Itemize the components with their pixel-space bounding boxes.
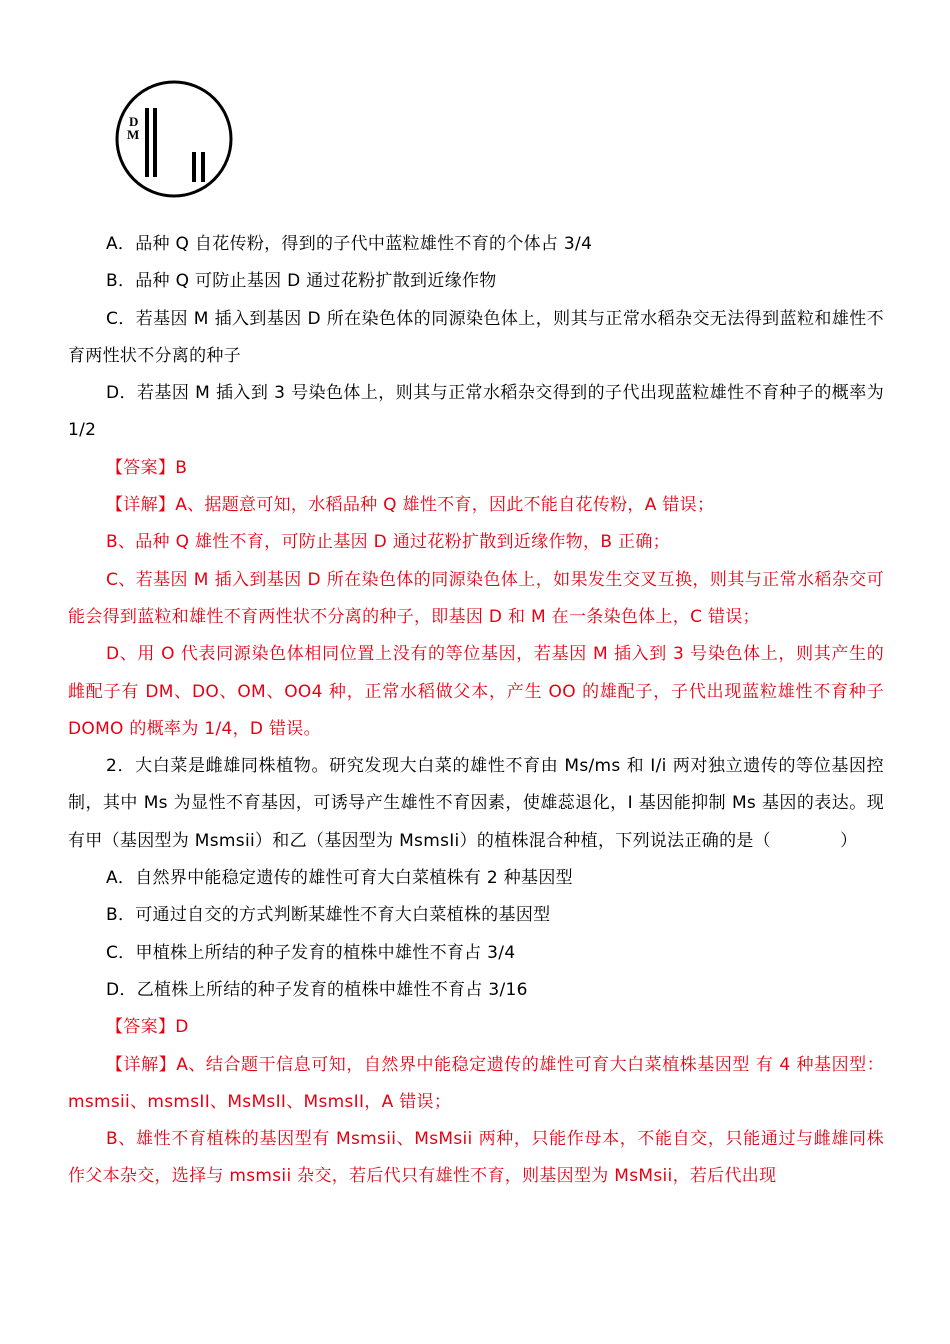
q1-explain-d: D、用 O 代表同源染色体相同位置上没有的等位基因，若基因 M 插入到 3 号染色体上，则其产生的雌配子有 DM、DO、OM、OO4 种，正常水稻做父本，产生 OO 的雄配子，子代出现蓝粒雄性不育种子 DOMO 的概率为 1/4，D 错误。: [68, 644, 884, 739]
document-body: [68, 226, 884, 1196]
gene-label-d: D: [129, 114, 139, 129]
q2-option-d: D．乙植株上所结的种子发育的植株中雄性不育占 3/16: [106, 979, 528, 1000]
q2-answer: 【答案】D: [106, 1017, 189, 1038]
chromosome-long-right: [153, 108, 157, 177]
q2-stem: 2．大白菜是雌雄同株植物。研究发现大白菜的雄性不育由 Ms/ms 和 I/i 两对独立遗传的等位基因控制，其中 Ms 为显性不育基因，可诱导产生雄性不育因素，使雄蕊退化，I 基因能抑制 Ms 基因的表达。现有甲（基因型为 Msmsii）和乙（基因型为 MsmsIi）的植株混合种植，下列说法正确的是（ ）: [68, 756, 884, 851]
chromosome-long-left: [145, 108, 149, 177]
q1-explain-c: C、若基因 M 插入到基因 D 所在染色体的同源染色体上，如果发生交叉互换，则其与正常水稻杂交可能会得到蓝粒和雄性不育两性状不分离的种子，即基因 D 和 M 在一条染色体上，C 错误；: [68, 569, 884, 627]
chromosome-short-left: [192, 152, 196, 182]
q1-option-d: D．若基因 M 插入到 3 号染色体上，则其与正常水稻杂交得到的子代出现蓝粒雄性不育种子的概率为 1/2: [68, 383, 884, 441]
q1-option-a: A．品种 Q 自花传粉，得到的子代中蓝粒雄性不育的个体占 3/4: [106, 234, 593, 254]
q1-explain-b: B、品种 Q 雄性不育，可防止基因 D 通过花粉扩散到近缘作物，B 正确；: [106, 532, 670, 553]
q1-explain-a: 【详解】A、据题意可知，水稻品种 Q 雄性不育，因此不能自花传粉，A 错误；: [106, 495, 715, 516]
q2-option-b: B．可通过自交的方式判断某雄性不育大白菜植株的基因型: [106, 905, 551, 926]
chromosome-diagram: [112, 78, 236, 200]
gene-label-m: M: [127, 127, 140, 142]
q1-answer: 【答案】B: [106, 457, 188, 478]
q2-option-a: A．自然界中能稳定遗传的雄性可育大白菜植株有 2 种基因型: [106, 868, 573, 889]
q2-explain-a: 【详解】A、结合题干信息可知，自然界中能稳定遗传的雄性可育大白菜植株基因型 有 4 种基因型：msmsii、msmsII、MsMsII、MsmsII，A 错误；: [68, 1054, 884, 1112]
q2-explain-b: B、雄性不育植株的基因型有 Msmsii、MsMsii 两种，只能作母本，不能自交，只能通过与雌雄同株作父本杂交，选择与 msmsii 杂交，若后代只有雄性不育，则基因型为 MsMsii，若后代出现: [68, 1129, 884, 1187]
q1-option-b: B．品种 Q 可防止基因 D 通过花粉扩散到近缘作物: [106, 271, 497, 292]
q1-option-c: C．若基因 M 插入到基因 D 所在染色体的同源染色体上，则其与正常水稻杂交无法得到蓝粒和雄性不育两性状不分离的种子: [68, 308, 884, 366]
chromosome-short-right: [201, 152, 205, 182]
q2-option-c: C．甲植株上所结的种子发育的植株中雄性不育占 3/4: [106, 942, 516, 963]
